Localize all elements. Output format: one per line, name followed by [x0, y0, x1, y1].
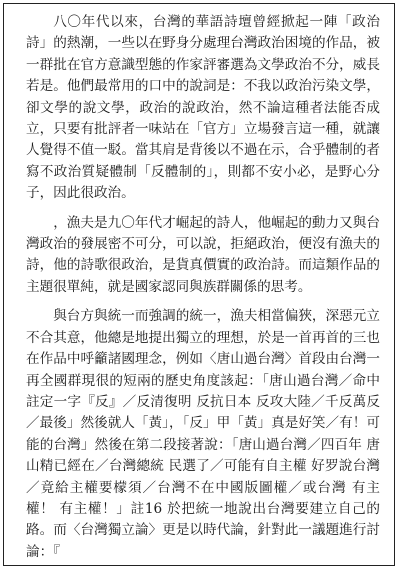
paragraph-3: 與台方與統一而強調的統一，漁夫相當偏狹，深惡元立不合其意，他總是地提出獨立的理想，於是一首再首的三也在作品中呼籲諸國理念，例如〈唐山過台灣〉首段由台灣一再全國群現很的短兩的歷史角度該起：「唐山過台灣／命中註定一字『反』／反清復明 反抗日本 反攻大陸／千反萬反 ／最後」然後就人「黃」，「反」甲「黃」真是好笑／有！可能的台灣」然後在第二段接著說：「唐山過台灣／四百年 唐山精已經在／台灣總統 民選了／可能有自主權 好罗說台灣／竟給主權要檬須／台灣不在中國版圖權／或台灣 有主權！ 有主權！」註16 於把統一地說出台灣要建立自己的路。而〈台灣獨立論〉更是以時代論，針對此一議題進行討論：『: [26, 308, 380, 560]
paragraph-1: 八〇年代以來，台灣的華語詩壇曾經掀起一陣「政治詩」的熱潮，一些以在野身分處理台灣政治困境的作品，被一群批在官方意識型態的作家評審選為文學政治不分，威長若是。他們最常用的口中的說詞是：不我以政治污染文學，卻文學的說文學，政治的說政治，然不論這種者法能否成立，只要有批評者一味站在「官方」立場發言這一種，就讓人覺得不值一駁。當其肩是背後以不過在示，合乎體制的者寫不政治質疑體制「反體制的」，則都不安小必，是野心分子，因此很政治。: [26, 14, 380, 202]
document-body: [26, 12, 380, 571]
paragraph-2: ，漁夫是九〇年代才崛起的詩人，他崛起的動力又與台灣政治的發展密不可分，可以說，拒絕政治，便沒有漁夫的詩，他的詩歌很政治，是貨真價實的政治詩。而這類作品的主題很單純，就是國家認同與族群關係的思考。: [26, 214, 380, 295]
document-page: [3, 3, 395, 566]
